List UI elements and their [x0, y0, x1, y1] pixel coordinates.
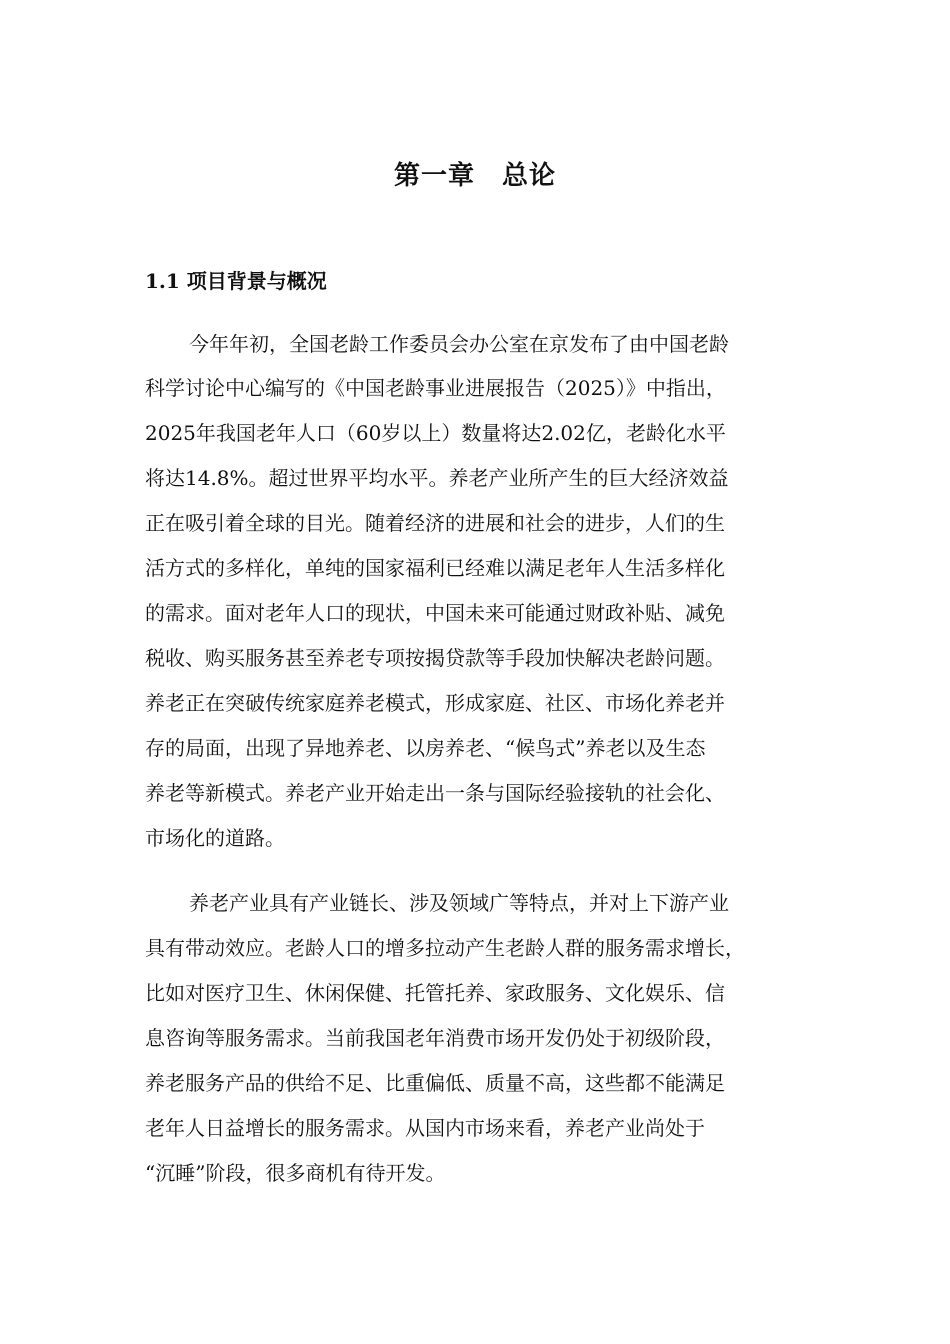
paragraph-line: 活方式的多样化，单纯的国家福利已经难以满足老年人生活多样化	[145, 556, 725, 580]
paragraph-line: 税收、购买服务甚至养老专项按揭贷款等手段加快解决老龄问题。	[145, 646, 725, 670]
paragraph-line: 科学讨论中心编写的《中国老龄事业进展报告（2025）》中指出，	[145, 376, 726, 400]
paragraph-line: 今年年初，全国老龄工作委员会办公室在京发布了由中国老龄	[189, 332, 729, 356]
paragraph-line: 养老服务产品的供给不足、比重偏低、质量不高，这些都不能满足	[145, 1071, 725, 1095]
paragraph-line: 存的局面，出现了异地养老、以房养老、“候鸟式”养老以及生态	[145, 736, 706, 760]
paragraph-line: 的需求。面对老年人口的现状，中国未来可能通过财政补贴、减免	[145, 601, 725, 625]
paragraph-line: 养老产业具有产业链长、涉及领域广等特点，并对上下游产业	[189, 891, 729, 915]
paragraph-line: 2025年我国老年人口（60岁以上）数量将达2.02亿，老龄化水平	[145, 421, 726, 445]
paragraph-line: 具有带动效应。老龄人口的增多拉动产生老龄人群的服务需求增长，	[145, 936, 745, 960]
chapter-title: 第一章 总论	[393, 161, 556, 191]
paragraph-line: 正在吸引着全球的目光。随着经济的进展和社会的进步，人们的生	[145, 511, 725, 535]
paragraph-line: 养老正在突破传统家庭养老模式，形成家庭、社区、市场化养老并	[145, 691, 725, 715]
paragraph-line: 比如对医疗卫生、休闲保健、托管托养、家政服务、文化娱乐、信	[145, 981, 725, 1005]
paragraph-line: 市场化的道路。	[145, 826, 285, 850]
paragraph-line: 息咨询等服务需求。当前我国老年消费市场开发仍处于初级阶段，	[145, 1026, 725, 1050]
section-heading: 1.1 项目背景与概况	[145, 269, 327, 293]
paragraph-line: 将达14.8%。超过世界平均水平。养老产业所产生的巨大经济效益	[145, 466, 729, 490]
paragraph-line: 养老等新模式。养老产业开始走出一条与国际经验接轨的社会化、	[145, 781, 725, 805]
paragraph-line: 老年人日益增长的服务需求。从国内市场来看，养老产业尚处于	[145, 1116, 705, 1140]
paragraph-line: “沉睡”阶段，很多商机有待开发。	[145, 1161, 446, 1185]
